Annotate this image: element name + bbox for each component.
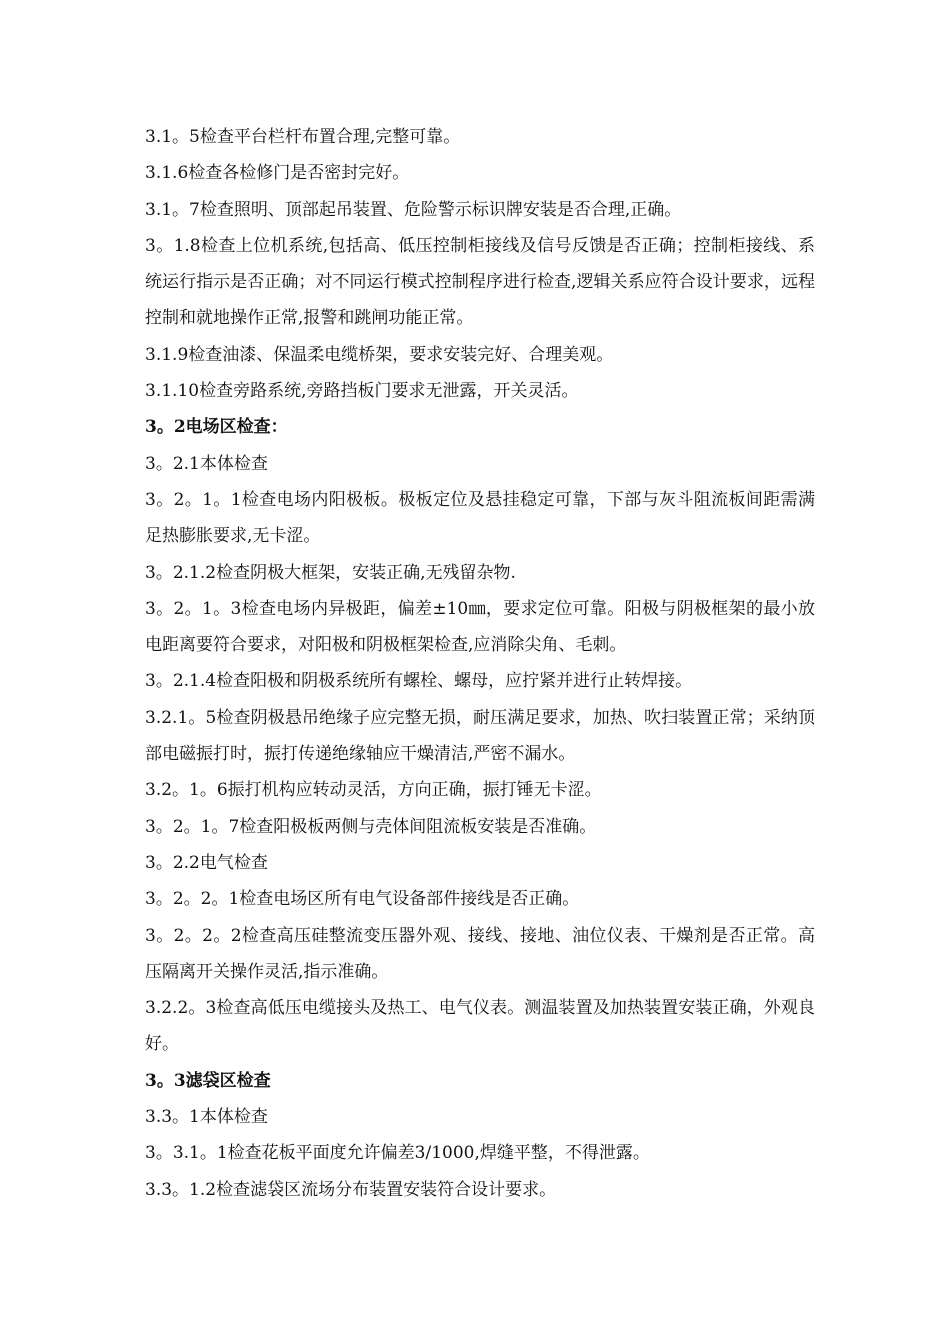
document-page [145, 119, 815, 1208]
paragraph: 3。1.8检查上位机系统,包括高、低压控制柜接线及信号反馈是否正确；控制柜接线、系统运行指示是否正确；对不同运行模式控制程序进行检查,逻辑关系应符合设计要求，远程控制和就地操作正常,报警和跳闸功能正常。 [145, 235, 815, 329]
paragraph: 3。2.2电气检查 [145, 852, 268, 873]
paragraph: 3。2。2。2检查高压硅整流变压器外观、接线、接地、油位仪表、干燥剂是否正常。高压隔离开关操作灵活,指示准确。 [145, 925, 815, 982]
paragraph: 3。3.1。1检查花板平面度允许偏差3/1000,焊缝平整，不得泄露。 [145, 1143, 650, 1164]
paragraph: 3.1。5检查平台栏杆布置合理,完整可靠。 [145, 127, 461, 147]
paragraph: 3。2.1.2检查阴极大框架，安装正确,无残留杂物. [145, 562, 516, 583]
paragraph: 3。2。1。7检查阳极板两侧与壳体间阻流板安装是否准确。 [145, 816, 597, 837]
paragraph: 3.1.6检查各检修门是否密封完好。 [145, 163, 410, 184]
paragraph: 3.1.10检查旁路系统,旁路挡板门要求无泄露，开关灵活。 [145, 381, 579, 402]
paragraph: 3.1.9检查油漆、保温柔电缆桥架，要求安装完好、合理美观。 [145, 344, 614, 365]
paragraph: 3.2。1。6振打机构应转动灵活，方向正确，振打锤无卡涩。 [145, 780, 602, 801]
paragraph: 3。2。1。3检查电场内异极距，偏差±10㎜，要求定位可靠。阳极与阴极框架的最小放电距离要符合要求，对阳极和阴极框架检查,应消除尖角、毛刺。 [145, 598, 815, 656]
paragraph: 3。2.1本体检查 [145, 453, 268, 474]
paragraph: 3。2.1.4检查阳极和阴极系统所有螺栓、螺母，应拧紧并进行止转焊接。 [145, 671, 693, 692]
paragraph: 3.2.2。3检查高低压电缆接头及热工、电气仪表。测温装置及加热装置安装正确，外观良好。 [145, 998, 815, 1055]
paragraph: 3。2。1。1检查电场内阳极板。极板定位及悬挂稳定可靠，下部与灰斗阻流板间距需满足热膨胀要求,无卡涩。 [145, 489, 815, 547]
section-heading: 3。3滤袋区检查 [145, 1070, 271, 1091]
paragraph: 3.1。7检查照明、顶部起吊装置、危险警示标识牌安装是否合理,正确。 [145, 199, 682, 220]
section-heading: 3。2电场区检查： [145, 417, 288, 438]
paragraph: 3。2。2。1检查电场区所有电气设备部件接线是否正确。 [145, 889, 580, 910]
paragraph: 3.3。1.2检查滤袋区流场分布装置安装符合设计要求。 [145, 1179, 557, 1200]
paragraph: 3.3。1本体检查 [145, 1107, 268, 1128]
paragraph: 3.2.1。5检查阴极悬吊绝缘子应完整无损，耐压满足要求，加热、吹扫装置正常；采纳顶部电磁振打时，振打传递绝缘轴应干燥清洁,严密不漏水。 [145, 707, 815, 765]
